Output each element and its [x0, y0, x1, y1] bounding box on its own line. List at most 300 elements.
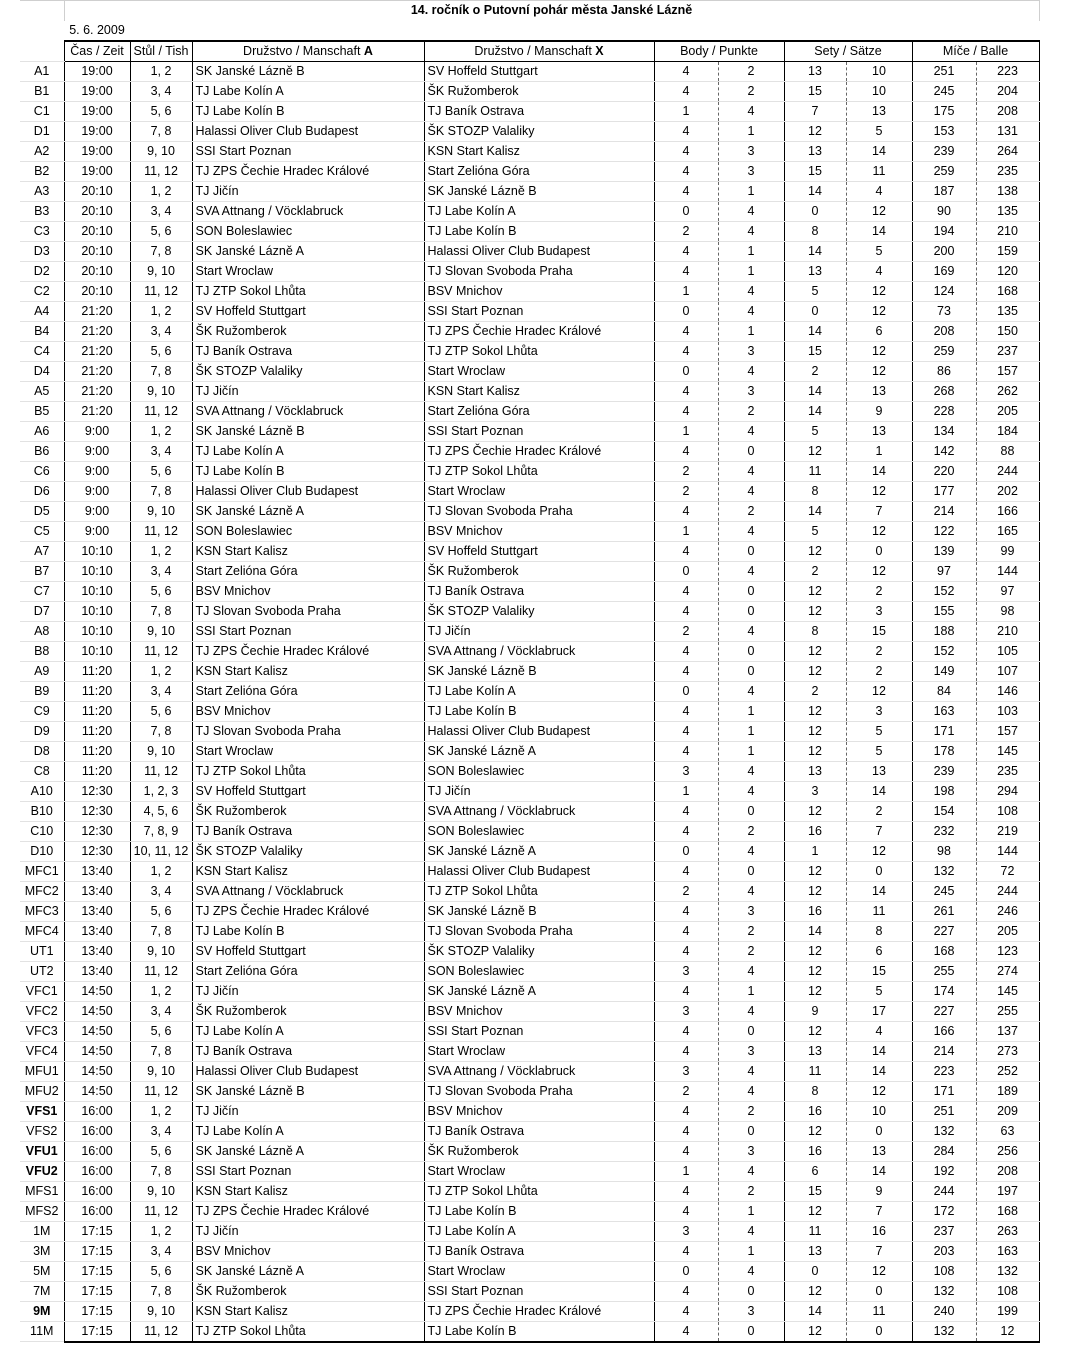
points-a: 3: [654, 1061, 718, 1081]
balls-x: 264: [976, 141, 1039, 161]
balls-x: 165: [976, 521, 1039, 541]
team-x-name: TJ Baník Ostrava: [424, 1241, 654, 1261]
sets-x: 4: [846, 261, 912, 281]
team-a-name: Start Wroclaw: [192, 741, 424, 761]
match-row: [20, 281, 1039, 301]
header-team-x-label: Družstvo / Manschaft: [474, 43, 596, 58]
balls-x: 246: [976, 901, 1039, 921]
match-row: [20, 781, 1039, 801]
header-time: Čas / Zeit: [64, 41, 130, 62]
sets-a: 14: [784, 321, 846, 341]
sets-a: 12: [784, 601, 846, 621]
team-a-name: SK Janské Lázně A: [192, 1261, 424, 1281]
match-id: MFC2: [20, 881, 64, 901]
team-x-name: Halassi Oliver Club Budapest: [424, 241, 654, 261]
match-row: [20, 601, 1039, 621]
balls-a: 122: [912, 521, 976, 541]
points-a: 0: [654, 681, 718, 701]
points-x: 0: [718, 641, 784, 661]
balls-x: 168: [976, 281, 1039, 301]
match-row: [20, 1221, 1039, 1241]
team-a-name: KSN Start Kalisz: [192, 1301, 424, 1321]
sets-x: 3: [846, 601, 912, 621]
team-x-name: TJ Labe Kolín A: [424, 201, 654, 221]
match-id: A3: [20, 181, 64, 201]
sets-x: 15: [846, 961, 912, 981]
match-tables: 9, 10: [130, 941, 192, 961]
sets-a: 2: [784, 681, 846, 701]
sets-a: 2: [784, 361, 846, 381]
points-x: 4: [718, 521, 784, 541]
match-id: MFS1: [20, 1181, 64, 1201]
match-row: [20, 81, 1039, 101]
team-a-name: KSN Start Kalisz: [192, 661, 424, 681]
team-a-name: KSN Start Kalisz: [192, 861, 424, 881]
team-x-name: TJ ZTP Sokol Lhůta: [424, 461, 654, 481]
team-x-name: TJ Slovan Svoboda Praha: [424, 1081, 654, 1101]
match-row: [20, 581, 1039, 601]
team-a-name: TJ Labe Kolín B: [192, 461, 424, 481]
points-x: 4: [718, 301, 784, 321]
points-a: 4: [654, 81, 718, 101]
team-x-name: SK Janské Lázně B: [424, 181, 654, 201]
points-x: 0: [718, 801, 784, 821]
team-x-name: TJ Labe Kolín A: [424, 681, 654, 701]
team-x-name: Start Zelióna Góra: [424, 161, 654, 181]
sets-x: 14: [846, 1061, 912, 1081]
balls-a: 228: [912, 401, 976, 421]
sets-a: 5: [784, 521, 846, 541]
team-a-name: TJ ZPS Čechie Hradec Králové: [192, 1201, 424, 1221]
balls-a: 239: [912, 141, 976, 161]
match-tables: 3, 4: [130, 321, 192, 341]
match-row: [20, 421, 1039, 441]
points-a: 4: [654, 141, 718, 161]
match-id: 3M: [20, 1241, 64, 1261]
sets-x: 9: [846, 401, 912, 421]
sets-a: 13: [784, 1241, 846, 1261]
points-a: 2: [654, 881, 718, 901]
match-id: D3: [20, 241, 64, 261]
points-a: 4: [654, 1121, 718, 1141]
sets-x: 10: [846, 81, 912, 101]
match-row: [20, 1041, 1039, 1061]
team-a-name: TJ Jičín: [192, 1101, 424, 1121]
sets-a: 12: [784, 961, 846, 981]
match-row: [20, 381, 1039, 401]
sets-x: 11: [846, 901, 912, 921]
match-id: C2: [20, 281, 64, 301]
match-id: B3: [20, 201, 64, 221]
team-a-name: TJ ZPS Čechie Hradec Králové: [192, 641, 424, 661]
match-tables: 1, 2: [130, 421, 192, 441]
team-a-name: TJ Slovan Svoboda Praha: [192, 601, 424, 621]
match-time: 13:40: [64, 921, 130, 941]
match-time: 9:00: [64, 501, 130, 521]
match-row: [20, 341, 1039, 361]
match-row: [20, 1321, 1039, 1342]
sets-x: 12: [846, 201, 912, 221]
sets-a: 12: [784, 441, 846, 461]
match-id: MFC3: [20, 901, 64, 921]
points-x: 1: [718, 181, 784, 201]
team-x-name: SSI Start Poznan: [424, 421, 654, 441]
match-time: 19:00: [64, 81, 130, 101]
match-id: VFS2: [20, 1121, 64, 1141]
team-x-name: TJ Slovan Svoboda Praha: [424, 921, 654, 941]
match-id: C4: [20, 341, 64, 361]
match-time: 21:20: [64, 401, 130, 421]
balls-a: 194: [912, 221, 976, 241]
team-a-name: Start Zelióna Góra: [192, 681, 424, 701]
balls-a: 223: [912, 1061, 976, 1081]
match-time: 9:00: [64, 441, 130, 461]
points-x: 1: [718, 321, 784, 341]
match-id: D9: [20, 721, 64, 741]
match-tables: 9, 10: [130, 261, 192, 281]
match-row: [20, 821, 1039, 841]
points-a: 4: [654, 61, 718, 81]
sets-a: 14: [784, 921, 846, 941]
team-a-name: SSI Start Poznan: [192, 621, 424, 641]
match-tables: 9, 10: [130, 741, 192, 761]
points-a: 2: [654, 1081, 718, 1101]
match-row: [20, 941, 1039, 961]
balls-a: 251: [912, 61, 976, 81]
points-a: 4: [654, 121, 718, 141]
team-x-name: BSV Mnichov: [424, 1101, 654, 1121]
sets-x: 14: [846, 1041, 912, 1061]
match-tables: 9, 10: [130, 381, 192, 401]
sets-x: 8: [846, 921, 912, 941]
sets-x: 3: [846, 701, 912, 721]
points-a: 1: [654, 101, 718, 121]
team-x-name: TJ Slovan Svoboda Praha: [424, 261, 654, 281]
match-row: [20, 241, 1039, 261]
match-row: [20, 961, 1039, 981]
balls-x: 131: [976, 121, 1039, 141]
match-row: [20, 1241, 1039, 1261]
team-x-name: SK Janské Lázně B: [424, 901, 654, 921]
event-date: 5. 6. 2009: [69, 22, 125, 37]
balls-a: 177: [912, 481, 976, 501]
team-x-name: Start Zelióna Góra: [424, 401, 654, 421]
balls-a: 187: [912, 181, 976, 201]
team-a-name: TJ Labe Kolín B: [192, 921, 424, 941]
match-tables: 5, 6: [130, 461, 192, 481]
points-x: 2: [718, 821, 784, 841]
match-time: 20:10: [64, 181, 130, 201]
balls-x: 144: [976, 561, 1039, 581]
sets-x: 13: [846, 101, 912, 121]
match-id: MFC1: [20, 861, 64, 881]
points-x: 4: [718, 1061, 784, 1081]
header-team-a-label: Družstvo / Manschaft: [243, 43, 364, 58]
balls-a: 90: [912, 201, 976, 221]
sets-a: 12: [784, 881, 846, 901]
match-row: [20, 301, 1039, 321]
match-row: [20, 1301, 1039, 1321]
balls-a: 284: [912, 1141, 976, 1161]
match-id: C3: [20, 221, 64, 241]
points-a: 4: [654, 721, 718, 741]
match-time: 11:20: [64, 761, 130, 781]
match-time: 17:15: [64, 1301, 130, 1321]
points-x: 1: [718, 721, 784, 741]
points-x: 3: [718, 1301, 784, 1321]
header-team-a-letter: A: [363, 43, 373, 58]
points-a: 0: [654, 301, 718, 321]
match-id: MFC4: [20, 921, 64, 941]
points-x: 4: [718, 1081, 784, 1101]
match-tables: 5, 6: [130, 901, 192, 921]
balls-a: 132: [912, 1281, 976, 1301]
header-team-a: [192, 41, 424, 62]
points-a: 4: [654, 401, 718, 421]
match-id: D7: [20, 601, 64, 621]
sets-x: 10: [846, 1101, 912, 1121]
points-a: 3: [654, 1001, 718, 1021]
sets-x: 12: [846, 841, 912, 861]
balls-x: 166: [976, 501, 1039, 521]
sets-x: 14: [846, 881, 912, 901]
header-row: [20, 41, 1039, 62]
match-time: 9:00: [64, 481, 130, 501]
match-tables: 1, 2: [130, 981, 192, 1001]
match-tables: 11, 12: [130, 761, 192, 781]
match-row: [20, 741, 1039, 761]
team-a-name: SVA Attnang / Vöcklabruck: [192, 401, 424, 421]
balls-x: 237: [976, 341, 1039, 361]
team-a-name: TJ Labe Kolín A: [192, 1121, 424, 1141]
sets-a: 3: [784, 781, 846, 801]
match-tables: 9, 10: [130, 141, 192, 161]
balls-a: 255: [912, 961, 976, 981]
match-time: 11:20: [64, 681, 130, 701]
points-x: 4: [718, 281, 784, 301]
match-id: A8: [20, 621, 64, 641]
team-a-name: TJ Baník Ostrava: [192, 341, 424, 361]
balls-a: 108: [912, 1261, 976, 1281]
points-x: 3: [718, 1141, 784, 1161]
points-x: 4: [718, 1221, 784, 1241]
balls-a: 169: [912, 261, 976, 281]
team-a-name: TJ Labe Kolín A: [192, 441, 424, 461]
sets-a: 14: [784, 401, 846, 421]
team-x-name: TJ Baník Ostrava: [424, 581, 654, 601]
balls-x: 208: [976, 1161, 1039, 1181]
sets-x: 12: [846, 681, 912, 701]
team-x-name: SK Janské Lázně A: [424, 841, 654, 861]
sets-a: 8: [784, 221, 846, 241]
team-x-name: Start Wroclaw: [424, 1261, 654, 1281]
team-a-name: ŠK Ružomberok: [192, 321, 424, 341]
points-x: 4: [718, 461, 784, 481]
match-id: VFC3: [20, 1021, 64, 1041]
match-row: [20, 221, 1039, 241]
match-time: 14:50: [64, 1021, 130, 1041]
team-a-name: BSV Mnichov: [192, 701, 424, 721]
balls-x: 135: [976, 301, 1039, 321]
points-x: 4: [718, 841, 784, 861]
balls-a: 220: [912, 461, 976, 481]
sets-x: 14: [846, 781, 912, 801]
points-x: 4: [718, 1001, 784, 1021]
match-tables: 1, 2: [130, 1221, 192, 1241]
sets-x: 12: [846, 1261, 912, 1281]
sets-a: 12: [784, 1021, 846, 1041]
team-x-name: SVA Attnang / Vöcklabruck: [424, 801, 654, 821]
match-time: 16:00: [64, 1201, 130, 1221]
points-a: 4: [654, 161, 718, 181]
points-x: 3: [718, 1041, 784, 1061]
sets-x: 12: [846, 481, 912, 501]
team-a-name: SK Janské Lázně B: [192, 61, 424, 81]
sets-a: 14: [784, 181, 846, 201]
match-row: [20, 441, 1039, 461]
match-tables: 1, 2: [130, 1101, 192, 1121]
match-tables: 11, 12: [130, 641, 192, 661]
sets-a: 11: [784, 461, 846, 481]
balls-x: 210: [976, 221, 1039, 241]
team-x-name: TJ ZTP Sokol Lhůta: [424, 1181, 654, 1201]
match-row: [20, 501, 1039, 521]
points-x: 1: [718, 981, 784, 1001]
balls-a: 244: [912, 1181, 976, 1201]
match-id: UT1: [20, 941, 64, 961]
balls-a: 227: [912, 921, 976, 941]
sets-a: 0: [784, 301, 846, 321]
match-id: B4: [20, 321, 64, 341]
match-row: [20, 721, 1039, 741]
balls-x: 210: [976, 621, 1039, 641]
points-a: 3: [654, 961, 718, 981]
match-id: A6: [20, 421, 64, 441]
team-x-name: TJ Jičín: [424, 621, 654, 641]
match-time: 13:40: [64, 901, 130, 921]
points-a: 4: [654, 441, 718, 461]
points-a: 4: [654, 1321, 718, 1342]
balls-a: 142: [912, 441, 976, 461]
match-time: 12:30: [64, 781, 130, 801]
sets-x: 2: [846, 581, 912, 601]
points-x: 0: [718, 1021, 784, 1041]
balls-x: 244: [976, 881, 1039, 901]
points-x: 4: [718, 101, 784, 121]
team-x-name: BSV Mnichov: [424, 281, 654, 301]
points-x: 1: [718, 741, 784, 761]
points-x: 2: [718, 81, 784, 101]
balls-a: 171: [912, 721, 976, 741]
sets-a: 12: [784, 941, 846, 961]
sheet-title: 14. ročník o Putovní pohár města Janské Lázně: [64, 1, 1039, 21]
team-x-name: Start Wroclaw: [424, 1041, 654, 1061]
match-tables: 9, 10: [130, 1061, 192, 1081]
balls-x: 223: [976, 61, 1039, 81]
sets-x: 12: [846, 1081, 912, 1101]
team-a-name: SK Janské Lázně A: [192, 1141, 424, 1161]
sets-x: 7: [846, 501, 912, 521]
match-tables: 3, 4: [130, 81, 192, 101]
balls-a: 139: [912, 541, 976, 561]
match-tables: 3, 4: [130, 681, 192, 701]
team-a-name: TJ ZTP Sokol Lhůta: [192, 761, 424, 781]
match-time: 11:20: [64, 721, 130, 741]
team-a-name: ŠK Ružomberok: [192, 1001, 424, 1021]
team-a-name: Start Wroclaw: [192, 261, 424, 281]
match-tables: 7, 8: [130, 1281, 192, 1301]
match-time: 19:00: [64, 61, 130, 81]
balls-x: 252: [976, 1061, 1039, 1081]
match-tables: 7, 8, 9: [130, 821, 192, 841]
team-x-name: Halassi Oliver Club Budapest: [424, 861, 654, 881]
sets-x: 12: [846, 561, 912, 581]
balls-a: 132: [912, 1121, 976, 1141]
balls-x: 144: [976, 841, 1039, 861]
match-time: 16:00: [64, 1101, 130, 1121]
match-time: 17:15: [64, 1221, 130, 1241]
points-a: 0: [654, 201, 718, 221]
points-x: 4: [718, 1161, 784, 1181]
balls-x: 157: [976, 361, 1039, 381]
date-row: [20, 21, 1039, 41]
balls-a: 152: [912, 641, 976, 661]
match-tables: 1, 2: [130, 181, 192, 201]
match-time: 13:40: [64, 961, 130, 981]
team-a-name: TJ Slovan Svoboda Praha: [192, 721, 424, 741]
sets-x: 0: [846, 541, 912, 561]
sets-a: 11: [784, 1061, 846, 1081]
balls-x: 204: [976, 81, 1039, 101]
match-time: 11:20: [64, 701, 130, 721]
points-x: 1: [718, 1241, 784, 1261]
match-row: [20, 1061, 1039, 1081]
sets-a: 9: [784, 1001, 846, 1021]
sets-x: 0: [846, 1321, 912, 1342]
team-x-name: SK Janské Lázně A: [424, 741, 654, 761]
sets-x: 13: [846, 1141, 912, 1161]
points-x: 4: [718, 561, 784, 581]
match-time: 10:10: [64, 641, 130, 661]
match-tables: 11, 12: [130, 1201, 192, 1221]
match-id: 9M: [20, 1301, 64, 1321]
match-id: C5: [20, 521, 64, 541]
team-x-name: SSI Start Poznan: [424, 1281, 654, 1301]
match-time: 13:40: [64, 861, 130, 881]
match-id: C9: [20, 701, 64, 721]
sets-x: 0: [846, 1281, 912, 1301]
match-time: 21:20: [64, 341, 130, 361]
match-tables: 5, 6: [130, 341, 192, 361]
balls-a: 203: [912, 1241, 976, 1261]
team-x-name: TJ ZPS Čechie Hradec Králové: [424, 441, 654, 461]
match-id: D4: [20, 361, 64, 381]
team-x-name: ŠK Ružomberok: [424, 1141, 654, 1161]
sets-x: 6: [846, 321, 912, 341]
balls-x: 255: [976, 1001, 1039, 1021]
match-row: [20, 401, 1039, 421]
match-tables: 3, 4: [130, 1001, 192, 1021]
points-a: 4: [654, 1301, 718, 1321]
sets-x: 14: [846, 461, 912, 481]
points-x: 1: [718, 121, 784, 141]
points-a: 3: [654, 761, 718, 781]
team-a-name: KSN Start Kalisz: [192, 1181, 424, 1201]
team-x-name: TJ Baník Ostrava: [424, 1121, 654, 1141]
match-id: D10: [20, 841, 64, 861]
match-tables: 3, 4: [130, 1121, 192, 1141]
balls-a: 84: [912, 681, 976, 701]
